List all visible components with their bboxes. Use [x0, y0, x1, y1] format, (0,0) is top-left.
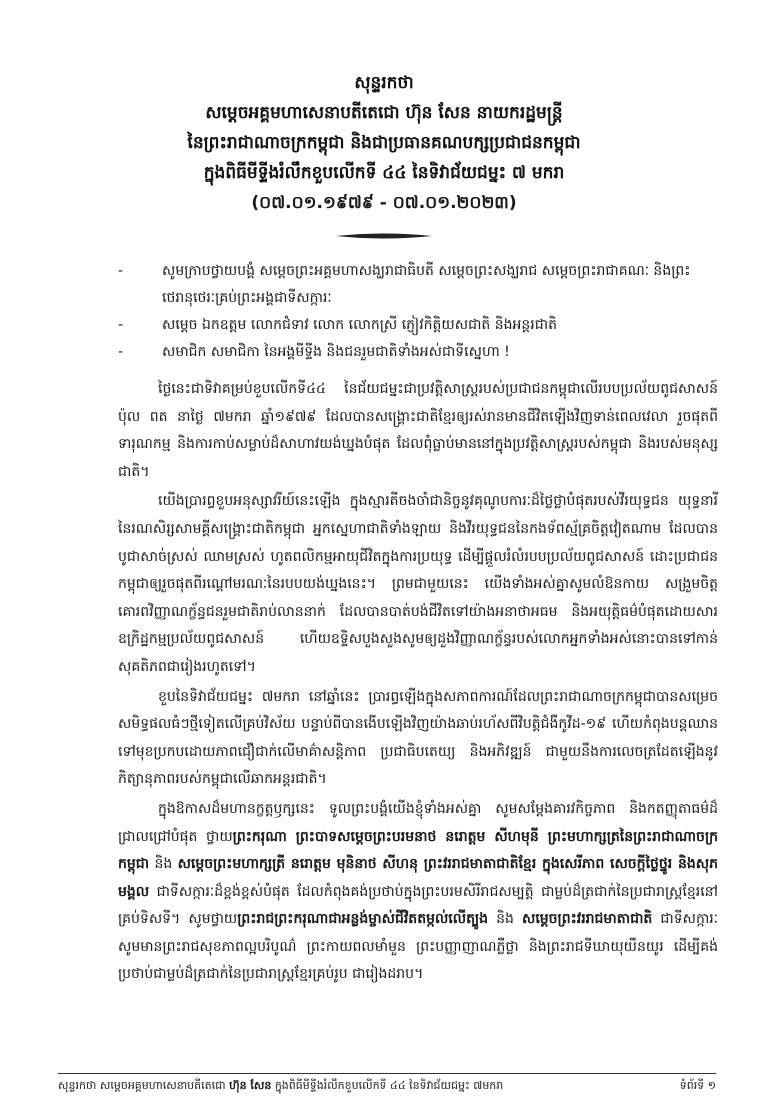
date-range: (០៧.០១.១៩៧៩ - ០៧.០១.២០២៣)	[251, 193, 517, 213]
footer-divider	[58, 1073, 716, 1074]
footer-caption: សុន្ទរកថា សម្ដេចអគ្គមហាសេនាបតីតេជោ ហ៊ុន សែន ក្នុងពិធីមីទ្ទីងរំលឹកខួបលើកទី ៤៤ នៃទិវាជ័យជម្នះ ៧មករា	[58, 1079, 504, 1092]
salutation-item: - សូមក្រាបថ្វាយបង្គំ សម្ដេចព្រះអគ្គមហាសង្ឃរាជាធិបតី សម្ដេចព្រះសង្ឃរាជ សម្ដេចព្រះរាជាគណៈ និងព្រះថេរានុថេរៈគ្រប់ព្រះអង្គជាទីសក្ការៈ	[118, 263, 691, 306]
king-title: ព្រះករុណា ព្រះបាទសម្ដេចព្រះបរមនាថ នរោត្តម សីហមុនី ព្រះមហាក្សត្រនៃព្រះរាជាណាចក្រកម្ពុជា	[118, 828, 718, 873]
title-line-2: នៃព្រះរាជាណាចក្រកម្ពុជា និងជាប្រធានគណបក្សប្រជាជនកម្ពុជា	[187, 133, 581, 153]
queen-mother-honorific: សម្ដេចព្រះវររាជមាតាជាតិ	[522, 911, 653, 928]
paragraph-3: ខួបនៃទិវាជ័យជម្នះ ៧មករា នៅឆ្នាំនេះ ប្រារព្ធឡើងក្នុងសភាពការណ៍ដែលព្រះរាជាណាចក្រកម្ពុជាបានសម្រេចសមិទ្ធផលធំៗថ្មីទៀតលើគ្រប់វិស័យ បន្ទាប់ពីបានងើបឡើងវិញយ៉ាងឆាប់រហ័សពីវិបត្តិជំងឺកូវីដ-១៩ ហើយកំពុងបន្តឈានទៅមុខប្រកបដោយភាពជឿជាក់លើមាគ៌ាសន្តិភាព ប្រជាធិបតេយ្យ និងអភិវឌ្ឍន៍ ជាមួយនឹងការលេចត្រដែតឡើងនូវកិត្យានុភាពរបស់កម្ពុជាលើឆាកអន្តរជាតិ។	[118, 688, 718, 788]
paragraph-1: ថ្ងៃនេះជាទិវាគម្រប់ខួបលើកទី៤៤ នៃជ័យជម្នះជាប្រវត្តិសាស្ត្ររបស់ប្រជាជនកម្ពុជាលើរបបប្រល័យពូជសាសន៍ ប៉ុល ពត នាថ្ងៃ ៧មករា ឆ្នាំ១៩៧៩ ដែលបានសង្គ្រោះជាតិខ្មែរឲ្យរស់រានមានជីវិតឡើងវិញទាន់ពេលវេលា រួចផុតពីទារុណកម្ម និងការកាប់សម្លាប់ដ៏សាហាវយង់ឃ្នងបំផុត ដែលពុំធ្លាប់មាននៅក្នុងប្រវត្តិសាស្ត្ររបស់កម្ពុជា និងរបស់មនុស្សជាតិ។	[118, 381, 718, 480]
title-line-1: សម្ដេចអគ្គមហាសេនាបតីតេជោ ហ៊ុន សែន នាយករដ្ឋមន្ត្រី	[205, 103, 563, 123]
speech-heading: សុន្ទរកថា	[354, 73, 414, 93]
title-line-3: ក្នុងពិធីមីទ្ទីងរំលឹកខួបលើកទី ៤៤ នៃទិវាជ័យជម្នះ ៧ មករា	[203, 163, 565, 183]
salutation-item: - សម្ដេច ឯកឧត្តម លោកជំទាវ លោក លោកស្រី ភ្ញៀវកិត្តិយសជាតិ និងអន្តរជាតិ	[118, 317, 557, 333]
speech-body	[118, 376, 718, 991]
paragraph-2: យើងប្រារព្ធខួបអនុស្សាវរីយ៍នេះឡើង ក្នុងស្មារតីចងចាំជានិច្ចនូវគុណូបការៈដ៏ថ្លៃថ្លាបំផុតរបស់វីរយុទ្ធជន យុទ្ធនារីនៃរណសិរ្សសាមគ្គីសង្គ្រោះជាតិកម្ពុជា អ្នកស្នេហាជាតិទាំងឡាយ និងវីរយុទ្ធជននៃកងទ័ពស្ម័គ្រចិត្តវៀតណាម ដែលបានបូជាសាច់ស្រស់ ឈាមស្រស់ ហូតពលិកម្មអាយុជីវិតក្នុងការប្រយុទ្ធ ដើម្បីផ្ដួលរំលំរបបប្រល័យពូជសាសន៍ ដោះប្រជាជនកម្ពុជាឲ្យរួចផុតពីរណ្ដៅមរណៈនៃរបបយង់ឃ្នងនេះ។ ព្រមជាមួយនេះ យើងទាំងអស់គ្នាសូមលំឱនកាយ សង្រួមចិត្ត គោរពវិញ្ញាណក្ខ័ន្ធជនរួមជាតិរាប់លាននាក់ ដែលបានបាត់បង់ជីវិតទៅយ៉ាងអនាថាអធម និងអយុត្តិធម៌បំផុតដោយសារឧក្រិដ្ឋកម្មប្រល័យពូជសាសន៍ ហើយឧទ្ទិសបួងសួងសូមឲ្យដួងវិញ្ញាណក្ខ័ន្ធរបស់លោកអ្នកទាំងអស់នោះបានទៅកាន់សុគតិភពជារៀងរហូតទៅ។	[118, 493, 718, 675]
divider-ornament	[334, 232, 434, 240]
speech-title-block	[0, 68, 768, 218]
queen-mother-title: សម្ដេចព្រះមហាក្សត្រី នរោត្តម មុនិនាថ សីហនុ ព្រះវររាជមាតាជាតិខ្មែរ ក្នុងសេរីភាព សេចក្ដីថ្លៃថ្នូរ និងសុភមង្គល	[118, 856, 718, 900]
salutation-list	[118, 258, 718, 366]
page-number: ទំព័រទី ១	[679, 1079, 716, 1092]
king-honorific: ព្រះរាជព្រះករុណាជាអន្លង់ម្ចាស់ជីវិតតម្កល់លើត្បូង	[237, 911, 489, 928]
paragraph-4: ក្នុងឱកាសដ៏មហានក្ខត្តឫក្សនេះ ទូលព្រះបង្គំយើងខ្ញុំទាំងអស់គ្នា សូមសម្ដែងគារវកិច្ចភាព និងកតញ្ញុតាធម៌ដ៏ជ្រាលជ្រៅបំផុត ថ្វាយព្រះករុណា ព្រះបាទសម្ដេចព្រះបរមនាថ នរោត្តម សីហមុនី ព្រះមហាក្សត្រនៃព្រះរាជាណាចក្រកម្ពុជា និង សម្ដេចព្រះមហាក្សត្រី នរោត្តម មុនិនាថ សីហនុ ព្រះវររាជមាតាជាតិខ្មែរ ក្នុងសេរីភាព សេចក្ដីថ្លៃថ្នូរ និងសុភមង្គល ជាទីសក្ការៈដ៏ខ្ពង់ខ្ពស់បំផុត ដែលកំពុងគង់ប្រថាប់ក្នុងព្រះបរមសិរីរាជសម្បត្តិ ជាម្លប់ដ៏ត្រជាក់នៃប្រជារាស្ត្រខ្មែរនៅគ្រប់ទិសទី។ សូមថ្វាយព្រះរាជព្រះករុណាជាអន្លង់ម្ចាស់ជីវិតតម្កល់លើត្បូង និង សម្ដេចព្រះវររាជមាតាជាតិ ជាទីសក្ការៈ សូមមានព្រះរាជសុខភាពល្អបរិបូណ៌ ព្រះកាយពលមាំមួន ព្រះបញ្ញាញាណភ្លឺថ្លា និងព្រះរាជទីឃាយុយឺនយូរ ដើម្បីគង់ប្រថាប់ជាម្លប់ដ៏ត្រជាក់នៃប្រជារាស្ត្រខ្មែរគ្រប់រូប ជារៀងដរាប។	[118, 800, 718, 983]
salutation-item: - សមាជិក សមាជិកា នៃអង្គមីទ្ទីង និងជនរួមជាតិទាំងអស់ជាទីស្នេហា !	[118, 344, 510, 360]
